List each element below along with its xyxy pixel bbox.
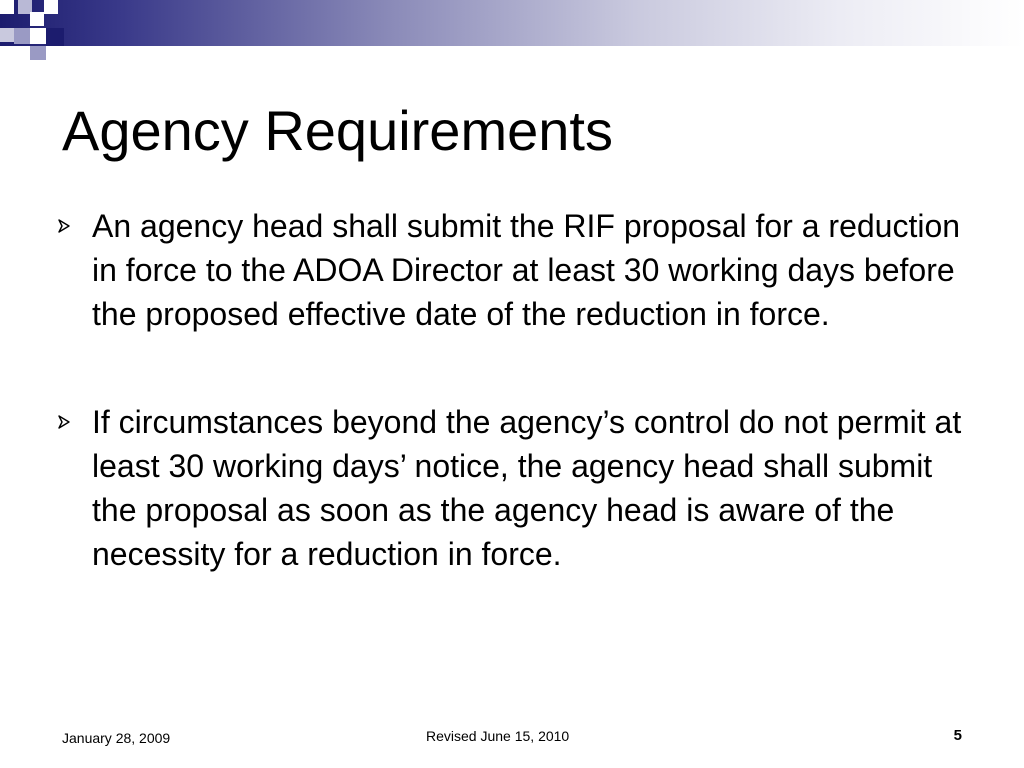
bullet-item	[52, 400, 982, 576]
bullet-text: If circumstances beyond the agency’s control do not permit at least 30 working days’ notice, the agency head shall submit the proposal as soon as the agency head is aware of the necessity for a reduction in force.	[92, 404, 962, 572]
bullet-text: An agency head shall submit the RIF proposal for a reduction in force to the ADOA Director at least 30 working days before the proposed effective date of the reduction in force.	[92, 208, 961, 332]
arrow-bullet-icon	[56, 414, 72, 430]
footer-revised-date: Revised June 15, 2010	[426, 728, 570, 744]
footer-date: January 28, 2009	[62, 730, 171, 746]
decorative-square	[46, 28, 64, 46]
decorative-square	[0, 28, 14, 42]
header-gradient-bar	[0, 0, 1024, 46]
decorative-square	[44, 0, 58, 14]
page-number: 5	[953, 727, 962, 744]
decorative-square	[0, 0, 14, 14]
bullet-list	[52, 204, 982, 640]
decorative-square	[14, 28, 30, 44]
slide-title: Agency Requirements	[62, 99, 613, 162]
decorative-square	[30, 12, 44, 26]
bullet-item	[52, 204, 982, 336]
decorative-square	[30, 28, 46, 44]
decorative-square	[30, 46, 46, 60]
arrow-bullet-icon	[56, 218, 72, 234]
